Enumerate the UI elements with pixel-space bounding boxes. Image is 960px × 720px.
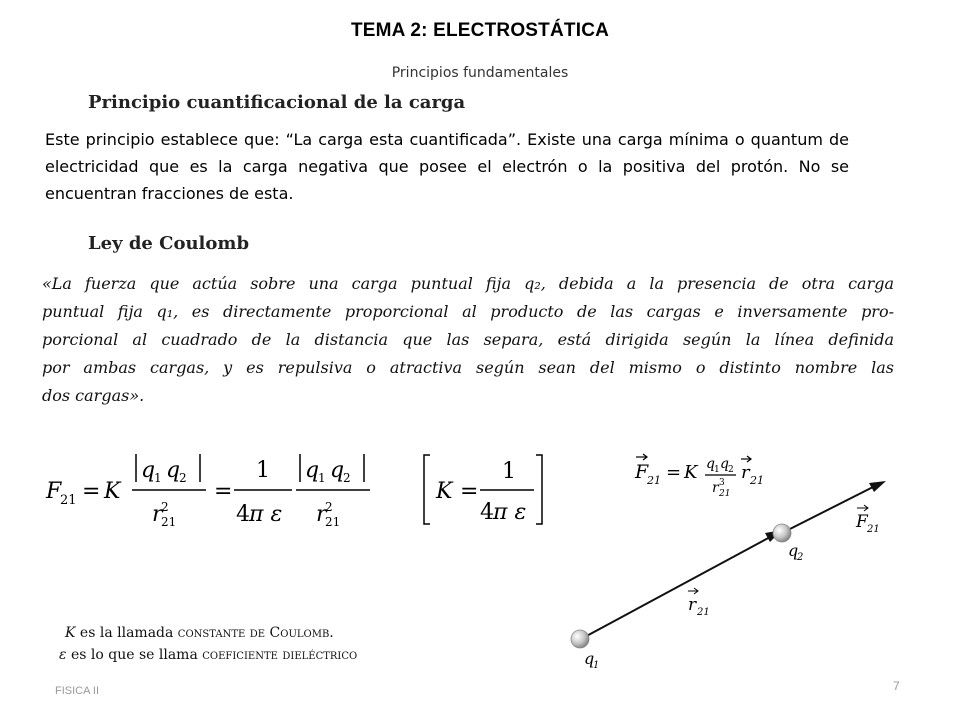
svg-text:1: 1	[714, 465, 720, 475]
note-epsilon-text: es lo que se llama	[66, 647, 203, 663]
svg-text:=: =	[82, 479, 101, 504]
quote-line: porcional al cuadrado de la distancia que las separa, está dirigida según la línea definida	[42, 330, 894, 349]
svg-text:q: q	[720, 456, 729, 472]
svg-text:F: F	[635, 461, 649, 483]
label-q2: q	[788, 541, 799, 560]
svg-text:q: q	[141, 458, 156, 483]
svg-text:1: 1	[256, 458, 270, 483]
svg-text:π ε: π ε	[249, 502, 283, 527]
note-k-text: es la llamada	[75, 625, 178, 641]
coulomb-constant-formula	[420, 452, 550, 527]
svg-text:2: 2	[179, 471, 187, 485]
svg-text:r: r	[152, 502, 163, 527]
svg-text:21: 21	[719, 489, 731, 499]
svg-text:4: 4	[480, 500, 494, 525]
svg-text:21: 21	[161, 515, 177, 529]
svg-text:K: K	[436, 479, 453, 504]
svg-text:2: 2	[161, 500, 169, 514]
quote-line: por ambas cargas, y es repulsiva o atractiva según sean del mismo o distinto nombre las	[42, 358, 894, 377]
quote-line: puntual fija q₁, es directamente proporcional al producto de las cargas e inversamente pro-	[42, 302, 894, 321]
footer-course-name: FISICA II	[55, 685, 100, 697]
page-subtitle: Principios fundamentales	[391, 65, 569, 81]
svg-text:3: 3	[719, 478, 725, 488]
svg-text:2: 2	[728, 465, 734, 475]
quote-line: «La fuerza que actúa sobre una carga puntual fija q₂, debida a la presencia de otra carga	[42, 274, 894, 293]
svg-text:F: F	[46, 479, 62, 504]
svg-text:q: q	[330, 458, 345, 483]
charge-q2-sphere	[773, 524, 791, 542]
svg-text:r: r	[712, 480, 719, 496]
svg-text:K: K	[104, 479, 121, 504]
svg-text:=: =	[460, 479, 479, 504]
svg-text:π ε: π ε	[493, 500, 527, 525]
note-epsilon-term: coeficiente dieléctrico	[202, 647, 358, 663]
note-epsilon-symbol: ε	[59, 647, 67, 663]
svg-text:4: 4	[236, 502, 250, 527]
coulomb-definition-quote	[42, 270, 894, 410]
note-coulomb-constant	[65, 625, 334, 641]
note-k-term: constante de Coulomb.	[177, 625, 334, 641]
svg-text:=: =	[214, 479, 233, 504]
svg-text:q: q	[706, 456, 715, 472]
svg-text:K: K	[684, 462, 698, 483]
label-f21-subscript: 21	[867, 524, 880, 535]
svg-text:r: r	[316, 502, 327, 527]
svg-text:q: q	[305, 458, 320, 483]
label-q1-subscript: 1	[593, 660, 600, 670]
svg-text:=: =	[666, 462, 682, 483]
page-number: 7	[893, 679, 900, 693]
svg-text:1: 1	[502, 459, 516, 484]
section-heading-coulomb: Ley de Coulomb	[88, 233, 250, 254]
svg-text:21: 21	[647, 474, 661, 487]
r21-vector-arrow	[581, 530, 782, 639]
svg-text:21: 21	[750, 474, 764, 487]
note-k-symbol: K	[65, 625, 76, 641]
note-dielectric-coefficient	[59, 647, 357, 663]
svg-text:q: q	[166, 458, 181, 483]
svg-text:2: 2	[325, 500, 333, 514]
svg-text:1: 1	[318, 471, 326, 485]
svg-text:21: 21	[325, 515, 341, 529]
label-r21-subscript: 21	[697, 607, 710, 618]
label-f21: F	[856, 512, 868, 532]
label-q1: q	[584, 649, 595, 668]
coulomb-formula	[40, 448, 380, 533]
svg-text:r: r	[741, 462, 750, 483]
charge-q1-sphere	[571, 630, 589, 648]
page-title: TEMA 2: ELECTROSTÁTICA	[350, 20, 610, 41]
coulomb-force-diagram	[560, 470, 900, 670]
quote-line: dos cargas».	[42, 386, 145, 405]
label-r21: r	[688, 595, 697, 615]
cuantificacion-paragraph: Este principio establece que: “La carga esta cuantificada”. Existe una carga mínima o quantum de electricidad que es la carga negativa que posee el electrón o la positiva del protón. No se encuentran fracciones de esta.	[45, 130, 849, 203]
svg-text:1: 1	[154, 471, 162, 485]
label-q2-subscript: 2	[797, 552, 804, 563]
svg-text:2: 2	[343, 471, 351, 485]
section-heading-cuantificacion: Principio cuantificacional de la carga	[88, 92, 466, 113]
svg-text:21: 21	[60, 493, 77, 508]
